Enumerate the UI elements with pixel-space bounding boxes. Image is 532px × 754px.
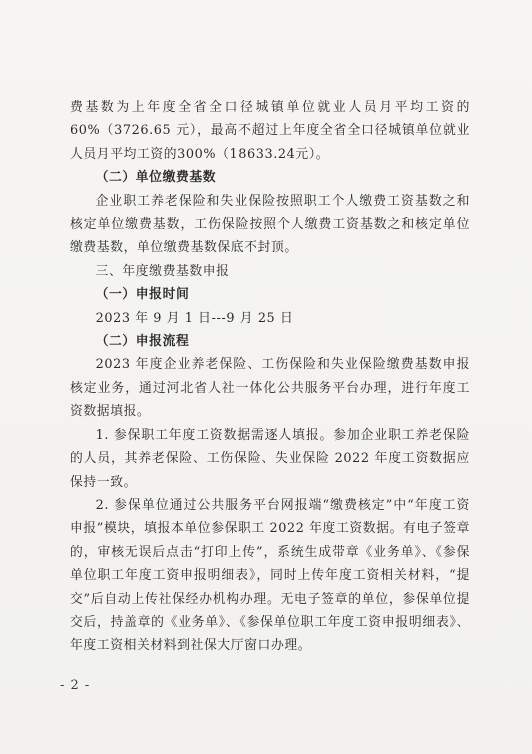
paragraph-base-limits: 费基数为上年度全省全口径城镇单位就业人员月平均工资的60%（3726.65 元），最高不超过上年度全省全口径城镇单位就业人员月平均工资的300%（18633.24元）。 xyxy=(70,100,470,162)
heading-section-3: 三、年度缴费基数申报 xyxy=(95,263,230,279)
paragraph-unit-base: 企业职工养老保险和失业保险按照职工个人缴费工资基数之和核定单位缴费基数，工伤保险按照个人缴费工资基数之和核定单位缴费基数，单位缴费基数保底不封顶。 xyxy=(70,193,470,256)
heading-unit-base: （二）单位缴费基数 xyxy=(95,170,217,186)
paragraph-step-2: 2. 参保单位通过公共服务平台网报端“缴费核定”中“年度工资申报”模块，填报本单位参保职工 2022 年度工资数据。有电子签章的，审核无误后点击“打印上传”，系统生成带章《业务单》、《参保单位职工年度工资申报明细表》，同时上传年度工资相关材料，“提交”后自动上传社保经办机构办理。无电子签章的单位，参保单位提交后，持盖章的《业务单》、《参保单位职工年度工资申报明细表》、年度工资相关材料到社保大厅窗口办理。 xyxy=(70,497,470,654)
paragraph-step-1: 1. 参保职工年度工资数据需逐人填报。参加企业职工养老保险的人员，其养老保险、工伤保险、失业保险 2022 年度工资数据应保持一致。 xyxy=(70,427,470,490)
heading-declaration-process: （二）申报流程 xyxy=(95,334,190,350)
paragraph-declaration-time: 2023 年 9 月 1 日---9 月 25 日 xyxy=(95,310,294,326)
document-body xyxy=(70,96,470,658)
page-number: - 2 - xyxy=(60,678,91,693)
paragraph-declaration-process: 2023 年度企业养老保险、工伤保险和失业保险缴费基数申报核定业务，通过河北省人社一体化公共服务平台办理，进行年度工资数据填报。 xyxy=(70,357,470,420)
heading-declaration-time: （一）申报时间 xyxy=(95,287,190,303)
